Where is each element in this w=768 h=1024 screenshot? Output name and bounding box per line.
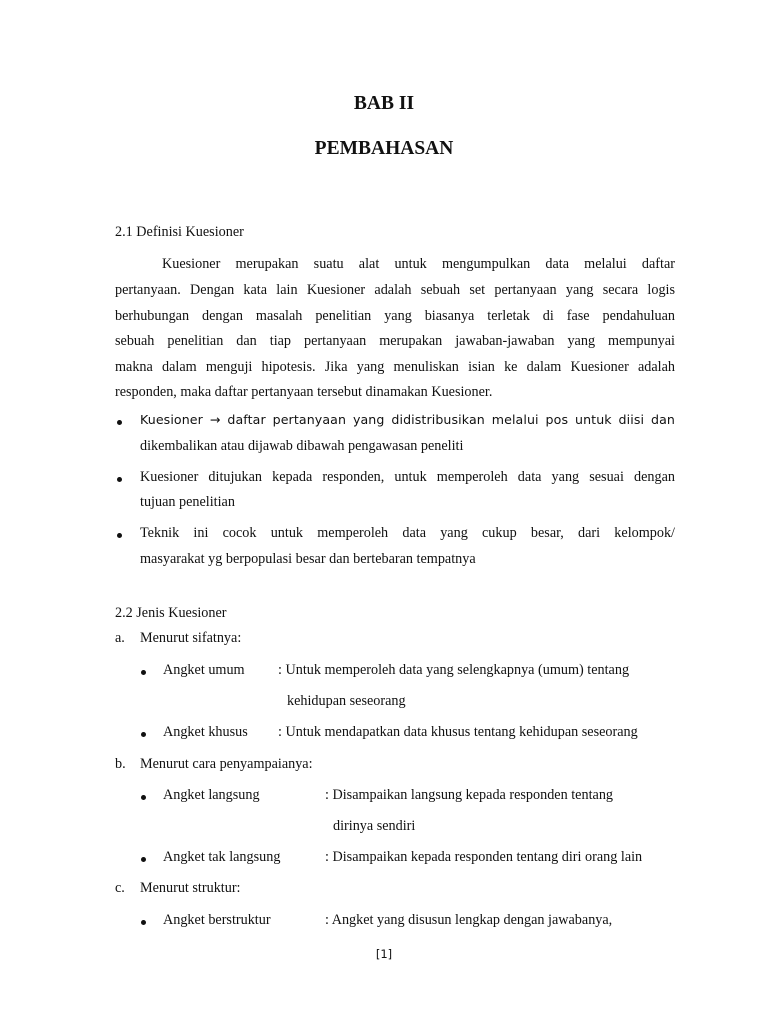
term-angket-umum: Angket umum bbox=[163, 662, 245, 678]
chapter-label: BAB II bbox=[353, 93, 415, 114]
bullet-icon bbox=[141, 857, 146, 862]
bullet-line: masyarakat yg berpopulasi besar dan bertebaran tempatnya bbox=[140, 551, 476, 567]
list-marker-a: a. bbox=[115, 630, 125, 646]
list-marker-c: c. bbox=[115, 880, 125, 896]
paragraph-line: sebuah penelitian dan tiap pertanyaan merupakan jawaban-jawaban yang mempunyai bbox=[115, 333, 675, 349]
paragraph-line: makna dalam menguji hipotesis. Jika yang menuliskan isian ke dalam Kuesioner adalah bbox=[115, 359, 675, 375]
term-description: : Disampaikan langsung kepada responden tentang bbox=[325, 787, 614, 803]
term-description: : Disampaikan kepada responden tentang diri orang lain bbox=[325, 849, 643, 865]
term-description: : Untuk mendapatkan data khusus tentang kehidupan seseorang bbox=[278, 724, 638, 740]
chapter-title: PEMBAHASAN bbox=[314, 138, 454, 159]
paragraph-line: berhubungan dengan masalah penelitian yang biasanya terletak di fase pendahuluan bbox=[115, 308, 675, 324]
category-label-sifat: Menurut sifatnya: bbox=[140, 630, 242, 646]
bullet-icon bbox=[117, 420, 122, 425]
term-description: kehidupan seseorang bbox=[287, 693, 406, 709]
bullet-icon bbox=[141, 920, 146, 925]
section-heading-jenis: 2.2 Jenis Kuesioner bbox=[115, 605, 227, 621]
term-angket-tak-langsung: Angket tak langsung bbox=[163, 849, 281, 865]
bullet-icon bbox=[141, 670, 146, 675]
bullet-line: Teknik ini cocok untuk memperoleh data yang cukup besar, dari kelompok/ bbox=[140, 525, 675, 541]
bullet-icon bbox=[141, 795, 146, 800]
bullet-line: Kuesioner ditujukan kepada responden, untuk memperoleh data yang sesuai dengan bbox=[140, 469, 675, 485]
category-label-penyampaian: Menurut cara penyampaianya: bbox=[140, 756, 313, 772]
term-angket-berstruktur: Angket berstruktur bbox=[163, 912, 271, 928]
term-description: : Angket yang disusun lengkap dengan jawabanya, bbox=[325, 912, 613, 928]
paragraph-line: pertanyaan. Dengan kata lain Kuesioner adalah sebuah set pertanyaan yang secara logis bbox=[115, 282, 675, 298]
term-description: : Untuk memperoleh data yang selengkapnya (umum) tentang bbox=[278, 662, 630, 678]
category-label-struktur: Menurut struktur: bbox=[140, 880, 241, 896]
bullet-icon bbox=[117, 477, 122, 482]
bullet-line: Kuesioner → daftar pertanyaan yang didistribusikan melalui pos untuk diisi dan bbox=[140, 412, 675, 427]
bullet-icon bbox=[141, 732, 146, 737]
bullet-icon bbox=[117, 533, 122, 538]
bullet-line: tujuan penelitian bbox=[140, 494, 235, 510]
list-marker-b: b. bbox=[115, 756, 126, 772]
section-heading-definisi: 2.1 Definisi Kuesioner bbox=[115, 224, 244, 240]
paragraph-line: responden, maka daftar pertanyaan tersebut dinamakan Kuesioner. bbox=[115, 384, 493, 400]
term-description: dirinya sendiri bbox=[333, 818, 416, 834]
page-number: [1] bbox=[375, 947, 393, 961]
term-angket-langsung: Angket langsung bbox=[163, 787, 260, 803]
term-angket-khusus: Angket khusus bbox=[163, 724, 248, 740]
bullet-line: dikembalikan atau dijawab dibawah pengawasan peneliti bbox=[140, 438, 464, 454]
paragraph-line: Kuesioner merupakan suatu alat untuk mengumpulkan data melalui daftar bbox=[162, 256, 675, 272]
